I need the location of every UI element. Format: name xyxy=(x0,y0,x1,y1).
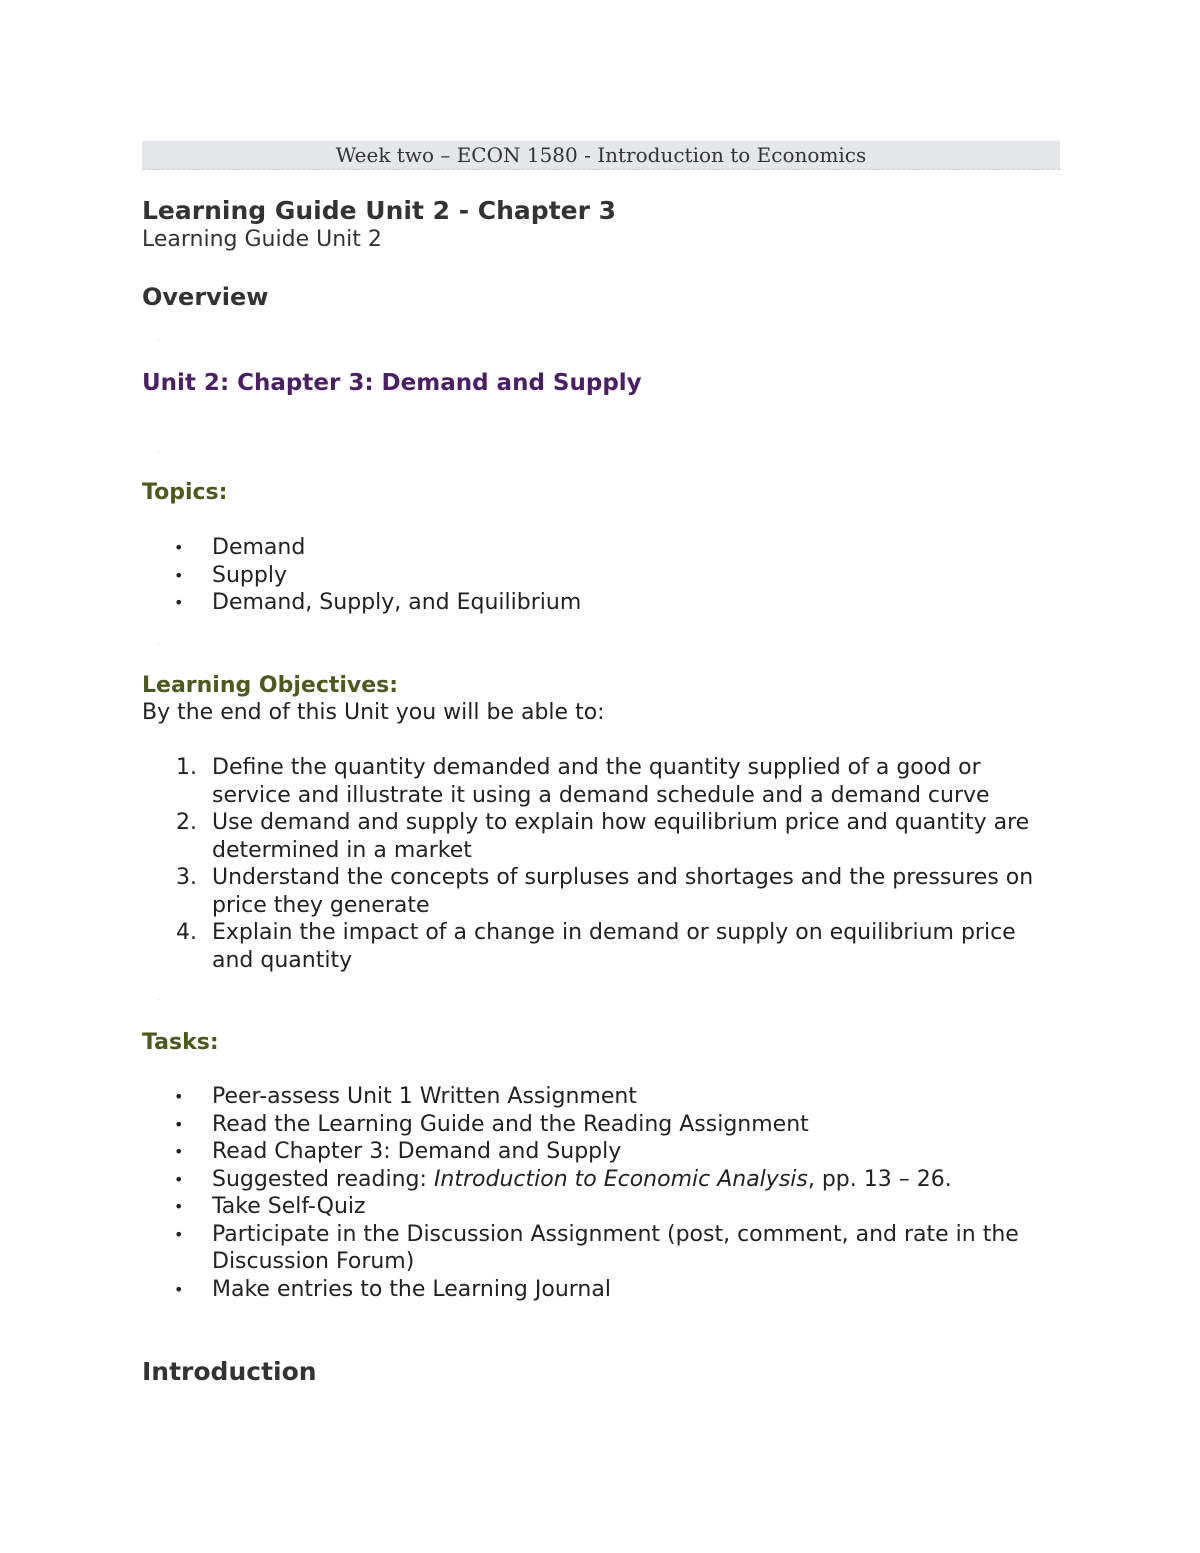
spacer-mark xyxy=(157,643,159,644)
bullet-marker: • xyxy=(174,538,184,557)
objectives-intro: By the end of this Unit you will be able to: xyxy=(142,700,605,725)
book-title: Introduction to Economic Analysis xyxy=(433,1166,808,1192)
bullet-marker: • xyxy=(174,1169,184,1189)
tasks-heading: Tasks: xyxy=(142,1030,219,1055)
overview-heading: Overview xyxy=(142,283,269,311)
spacer-mark xyxy=(157,451,159,452)
list-item-text: Take Self-Quiz xyxy=(212,1194,366,1219)
document-subtitle: Learning Guide Unit 2 xyxy=(142,227,382,252)
list-number: 4. xyxy=(176,920,197,945)
topics-heading: Topics: xyxy=(142,480,228,505)
list-item xyxy=(142,562,1060,590)
list-item xyxy=(142,754,1060,809)
list-item-text: Make entries to the Learning Journal xyxy=(212,1276,611,1302)
list-item-text: Demand, Supply, and Equilibrium xyxy=(212,590,582,615)
list-item xyxy=(142,589,1060,617)
list-item-text: Peer-assess Unit 1 Written Assignment xyxy=(212,1084,637,1109)
page-header xyxy=(142,141,1060,170)
list-item-text: Supply xyxy=(212,562,287,588)
bullet-marker: • xyxy=(174,1142,184,1161)
list-item xyxy=(142,919,1060,974)
topics-list xyxy=(142,534,1060,617)
spacer-mark xyxy=(157,340,159,341)
list-item-text-prefix: Suggested reading: xyxy=(212,1166,434,1192)
list-item xyxy=(142,864,1060,919)
bullet-marker: • xyxy=(174,593,184,612)
bullet-marker: • xyxy=(174,1279,184,1299)
list-item xyxy=(142,1166,1060,1194)
bullet-marker: • xyxy=(174,1197,184,1216)
spacer-mark xyxy=(157,999,159,1000)
bullet-marker: • xyxy=(174,1224,184,1244)
list-item xyxy=(142,809,1060,864)
list-item xyxy=(142,1083,1060,1111)
bullet-marker: • xyxy=(174,1087,184,1106)
list-number: 2. xyxy=(176,810,197,835)
objectives-list xyxy=(142,754,1060,974)
header-text: Week two – ECON 1580 - Introduction to Economics xyxy=(335,143,867,167)
list-item xyxy=(142,1221,1060,1276)
list-item xyxy=(142,1193,1060,1221)
list-item-text-suffix: , pp. 13 – 26. xyxy=(807,1166,952,1192)
list-item-text: Read Chapter 3: Demand and Supply xyxy=(212,1139,622,1164)
tasks-list xyxy=(142,1083,1060,1303)
learning-objectives-heading: Learning Objectives: xyxy=(142,673,399,698)
list-item-text: Participate in the Discussion Assignment (post, comment, and rate in the Discussion Forum) xyxy=(212,1221,1019,1274)
list-item xyxy=(142,534,1060,562)
list-item-text: Define the quantity demanded and the quantity supplied of a good or service and illustrate it using a demand schedule and a demand curve xyxy=(212,755,990,808)
list-number: 1. xyxy=(176,755,197,780)
document-title: Learning Guide Unit 2 - Chapter 3 xyxy=(142,196,617,225)
list-item-text: Understand the concepts of surpluses and shortages and the pressures on price they generate xyxy=(212,865,1034,918)
list-item-text: Explain the impact of a change in demand or supply on equilibrium price and quantity xyxy=(212,920,1016,973)
list-item xyxy=(142,1276,1060,1304)
list-item xyxy=(142,1138,1060,1166)
list-item-text: Demand xyxy=(212,535,306,560)
introduction-heading: Introduction xyxy=(142,1357,317,1386)
list-item-text: Use demand and supply to explain how equilibrium price and quantity are determined in a market xyxy=(212,810,1030,863)
bullet-marker: • xyxy=(174,565,184,585)
bullet-marker: • xyxy=(174,1114,184,1134)
list-item xyxy=(142,1111,1060,1139)
unit-heading: Unit 2: Chapter 3: Demand and Supply xyxy=(142,370,642,396)
list-number: 3. xyxy=(176,865,197,890)
list-item-text: Read the Learning Guide and the Reading Assignment xyxy=(212,1111,809,1137)
